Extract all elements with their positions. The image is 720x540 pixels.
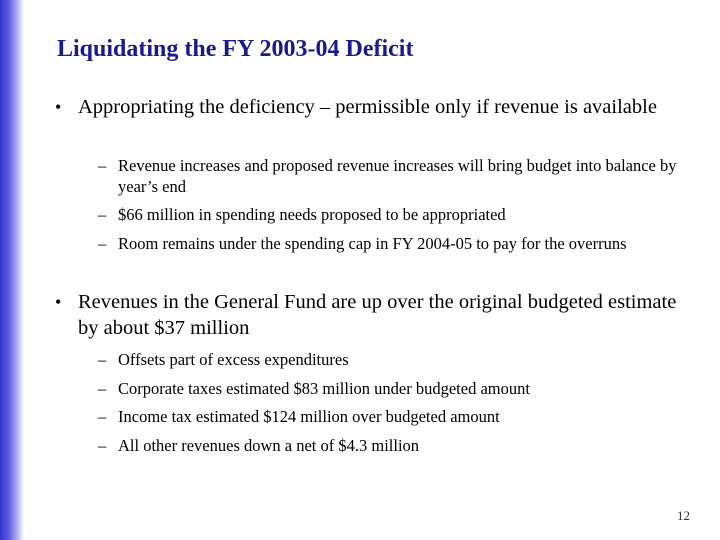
sub-bullet-item [98, 204, 708, 225]
left-accent-bar [0, 0, 24, 540]
sub-bullet-text: Room remains under the spending cap in FY 2004-05 to pay for the overruns [118, 234, 627, 253]
dash-icon: – [98, 156, 107, 175]
page-number: 12 [677, 508, 690, 523]
dash-icon: – [98, 407, 107, 426]
sub-bullet-text: Income tax estimated $124 million over budgeted amount [118, 407, 500, 426]
bullet-item [55, 289, 695, 341]
sub-bullet-item [98, 233, 708, 254]
sub-bullet-item [98, 435, 708, 456]
sub-bullet-item [98, 349, 708, 370]
dash-icon: – [98, 234, 107, 253]
sub-bullet-item [98, 406, 708, 427]
sub-bullet-item [98, 378, 708, 399]
dash-icon: – [98, 436, 107, 455]
dash-icon: – [98, 379, 107, 398]
bullet-item [55, 94, 695, 120]
sub-bullet-text: $66 million in spending needs proposed to be appropriated [118, 205, 506, 224]
bullet-icon: • [55, 292, 62, 312]
slide-title: Liquidating the FY 2003-04 Deficit [57, 36, 414, 62]
sub-bullet-text: Offsets part of excess expenditures [118, 350, 349, 369]
dash-icon: – [98, 205, 107, 224]
sub-bullet-text: Corporate taxes estimated $83 million under budgeted amount [118, 379, 530, 398]
sub-bullet-text: All other revenues down a net of $4.3 million [118, 436, 420, 455]
dash-icon: – [98, 350, 107, 369]
bullet-icon: • [55, 97, 62, 117]
sub-bullet-text: Revenue increases and proposed revenue increases will bring budget into balance by year’s end [118, 156, 677, 196]
bullet-text: Appropriating the deficiency – permissible only if revenue is available [78, 96, 657, 118]
bullet-text: Revenues in the General Fund are up over the original budgeted estimate by about $37 million [78, 291, 677, 339]
sub-bullet-item [98, 155, 708, 197]
